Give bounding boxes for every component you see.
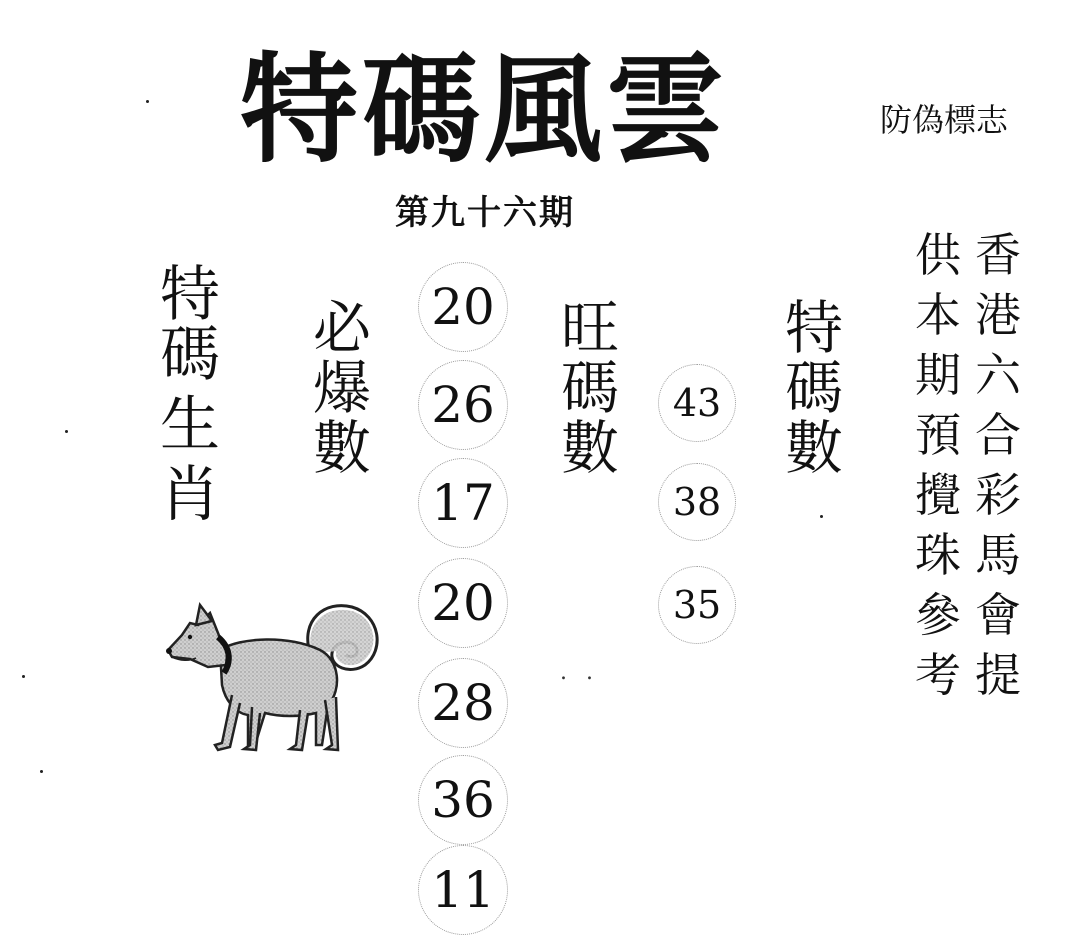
hot-numbers-label-char: 旺 bbox=[560, 294, 619, 362]
zodiac-label-char: 碼 bbox=[160, 320, 220, 390]
side-note-right-column bbox=[972, 225, 1024, 705]
side-note-char: 考 bbox=[915, 648, 961, 702]
must-explode-label bbox=[312, 294, 372, 482]
special-numbers-label bbox=[784, 294, 844, 482]
side-note-char: 合 bbox=[975, 408, 1021, 462]
side-note-char: 提 bbox=[975, 648, 1021, 702]
number-ball: 17 bbox=[418, 458, 508, 548]
number-ball: 20 bbox=[418, 558, 508, 648]
special-numbers-label-char: 數 bbox=[784, 414, 843, 482]
zodiac-label bbox=[160, 260, 220, 530]
number-ball: 11 bbox=[418, 845, 508, 935]
side-note-char: 彩 bbox=[975, 468, 1021, 522]
speck bbox=[146, 100, 149, 103]
side-note-char: 期 bbox=[915, 348, 961, 402]
side-note-char: 供 bbox=[915, 228, 961, 282]
special-numbers-label-char: 特 bbox=[784, 294, 843, 362]
special-numbers-label-char: 碼 bbox=[784, 354, 843, 422]
number-ball: 28 bbox=[418, 658, 508, 748]
hot-number-ball: 43 bbox=[658, 364, 736, 442]
number-ball: 26 bbox=[418, 360, 508, 450]
issue-number: 第九十六期 bbox=[395, 193, 575, 233]
side-note-char: 珠 bbox=[915, 528, 961, 582]
hot-number-ball: 38 bbox=[658, 463, 736, 541]
hot-numbers-label-char: 數 bbox=[560, 414, 619, 482]
speck bbox=[65, 430, 68, 433]
decorative-dots: . . bbox=[560, 660, 599, 685]
side-note-char: 香 bbox=[975, 228, 1021, 282]
side-note-char: 攪 bbox=[915, 468, 961, 522]
side-note-left-column bbox=[912, 225, 964, 705]
side-note-char: 六 bbox=[975, 348, 1021, 402]
zodiac-label-char: 特 bbox=[160, 260, 220, 330]
zodiac-label-char: 生 bbox=[160, 390, 220, 460]
speck bbox=[22, 675, 25, 678]
must-explode-label-char: 爆 bbox=[312, 354, 371, 422]
hot-numbers-label bbox=[560, 294, 620, 482]
anti-counterfeit-label: 防偽標志 bbox=[880, 101, 1009, 139]
page-title: 特碼風雲 bbox=[240, 40, 729, 179]
side-note-char: 本 bbox=[915, 288, 961, 342]
number-ball: 20 bbox=[418, 262, 508, 352]
number-ball: 36 bbox=[418, 755, 508, 845]
must-explode-label-char: 必 bbox=[312, 294, 371, 362]
side-note-char: 預 bbox=[915, 408, 961, 462]
speck bbox=[40, 770, 43, 773]
hot-numbers-label-char: 碼 bbox=[560, 354, 619, 422]
side-note-char: 參 bbox=[915, 588, 961, 642]
must-explode-label-char: 數 bbox=[312, 414, 371, 482]
dog-icon bbox=[160, 595, 390, 765]
zodiac-label-char: 肖 bbox=[160, 460, 220, 530]
side-note-char: 馬 bbox=[975, 528, 1021, 582]
side-note-char: 港 bbox=[975, 288, 1021, 342]
speck bbox=[820, 515, 823, 518]
side-note-char: 會 bbox=[975, 588, 1021, 642]
hot-number-ball: 35 bbox=[658, 566, 736, 644]
